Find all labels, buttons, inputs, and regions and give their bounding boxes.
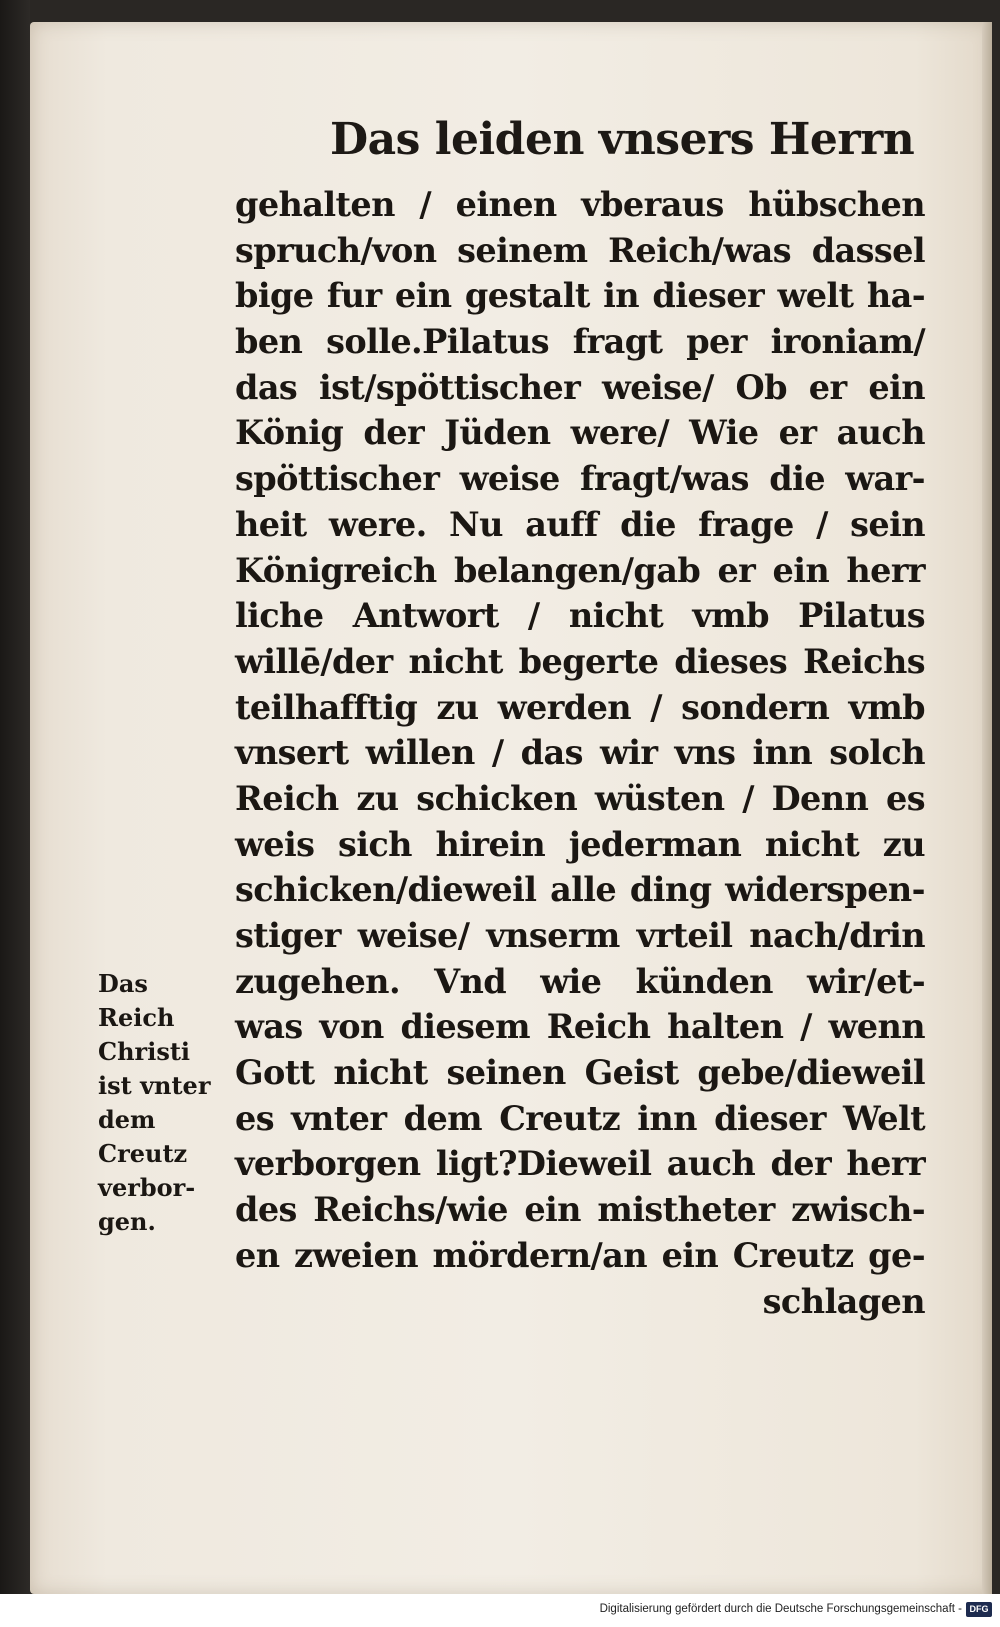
marginal-note-line: Das xyxy=(98,969,148,998)
text-line: Gott nicht seinen Geist gebe/dieweil xyxy=(235,1053,925,1093)
text-line: bige fur ein gestalt in dieser welt ha- xyxy=(235,276,925,316)
text-line: weis sich hirein jederman nicht zu xyxy=(235,824,925,864)
text-line: König der Jüden were/ Wie er auch xyxy=(235,413,925,453)
marginal-note-line: Creutz xyxy=(98,1139,188,1168)
text-line: was von diesem Reich halten / wenn xyxy=(235,1007,925,1047)
funding-credit: Digitalisierung gefördert durch die Deutsche Forschungsgemeinschaft - xyxy=(599,1603,962,1615)
book-gutter-shadow xyxy=(0,0,30,1594)
text-line: das ist/spöttischer weise/ Ob er ein xyxy=(235,367,925,407)
text-line: stiger weise/ vnserm vrteil nach/drin xyxy=(235,916,925,955)
text-line: spöttischer weise fragt/was die war- xyxy=(235,459,925,499)
text-line: zugehen. Vnd wie künden wir/et- xyxy=(235,961,925,1001)
page-edge xyxy=(982,22,992,1594)
marginal-note-line: verbor- xyxy=(98,1173,196,1202)
marginal-note xyxy=(98,967,238,1239)
text-line: en zweien mördern/an ein Creutz ge- xyxy=(235,1235,925,1275)
text-line: spruch/von seinem Reich/was dassel xyxy=(235,230,925,270)
marginal-note-line: Reich xyxy=(98,1003,175,1032)
text-line: schicken/dieweil alle ding widerspen- xyxy=(235,870,925,910)
marginal-note-line: dem xyxy=(98,1105,156,1134)
book-page xyxy=(30,22,992,1594)
digitization-footer xyxy=(0,1594,1000,1627)
text-line: teilhafftig zu werden / sondern vmb xyxy=(235,687,925,727)
dfg-logo: DFG xyxy=(966,1602,992,1617)
text-line: des Reichs/wie ein mistheter zwisch- xyxy=(235,1190,925,1230)
text-line: es vnter dem Creutz inn dieser Welt xyxy=(235,1098,925,1138)
catchword: schlagen xyxy=(762,1281,925,1321)
running-head: Das leiden vnsers Herrn xyxy=(330,114,915,165)
marginal-note-line: Christi xyxy=(98,1037,191,1066)
text-line: verborgen ligt?Dieweil auch der herr xyxy=(235,1144,925,1184)
text-line: willē/der nicht begerte dieses Reichs xyxy=(235,641,925,681)
text-line: heit were. Nu auff die frage / sein xyxy=(235,504,925,544)
text-line: vnsert willen / das wir vns inn solch xyxy=(235,733,925,773)
text-line: liche Antwort / nicht vmb Pilatus xyxy=(235,596,925,636)
text-line: gehalten / einen vberaus hübschen xyxy=(235,185,925,224)
marginal-note-line: ist vnter xyxy=(98,1071,211,1100)
text-line: ben solle.Pilatus fragt per ironiam/ xyxy=(235,322,925,362)
text-line: Königreich belangen/gab er ein herr xyxy=(235,550,925,590)
main-text-block xyxy=(235,182,925,1324)
text-line: Reich zu schicken wüsten / Denn es xyxy=(235,778,925,818)
marginal-note-line: gen. xyxy=(98,1207,156,1236)
